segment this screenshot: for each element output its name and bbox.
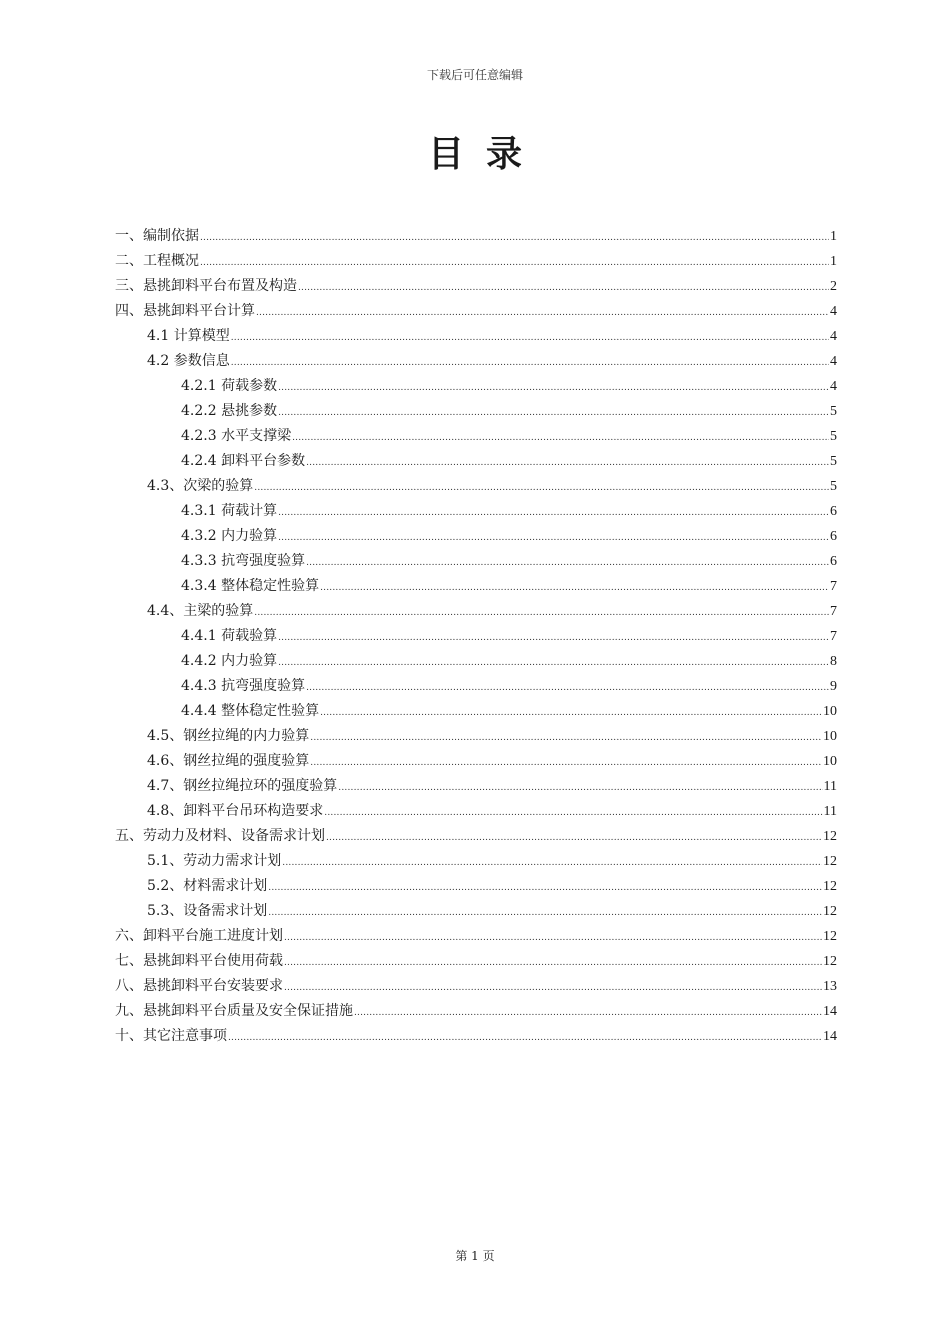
toc-dot-leader [200, 226, 829, 251]
toc-entry-page-number: 6 [830, 554, 837, 569]
toc-entry-title: 九、悬挑卸料平台质量及安全保证措施 [115, 1003, 353, 1019]
toc-entry[interactable] [115, 474, 837, 499]
toc-dot-leader [228, 1026, 822, 1051]
toc-dot-leader [310, 726, 822, 751]
toc-dot-leader [310, 751, 822, 776]
toc-entry[interactable] [115, 499, 837, 524]
toc-entry[interactable] [115, 949, 837, 974]
table-of-contents [115, 224, 837, 1049]
toc-entry-page-number: 5 [830, 454, 837, 469]
toc-entry[interactable] [115, 874, 837, 899]
toc-dot-leader [320, 701, 822, 726]
toc-entry-page-number: 6 [830, 529, 837, 544]
toc-entry-title: 4.2.4 卸料平台参数 [181, 453, 306, 469]
toc-dot-leader [284, 951, 822, 976]
toc-entry[interactable] [115, 599, 837, 624]
toc-entry-title: 二、工程概况 [115, 253, 199, 269]
toc-dot-leader [200, 251, 829, 276]
toc-entry[interactable] [115, 424, 837, 449]
toc-entry-page-number: 2 [830, 279, 837, 294]
toc-dot-leader [278, 526, 829, 551]
toc-entry-title: 4.6、钢丝拉绳的强度验算 [147, 753, 310, 769]
toc-entry-title: 4.4.1 荷载验算 [181, 628, 278, 644]
toc-entry[interactable] [115, 224, 837, 249]
toc-entry[interactable] [115, 924, 837, 949]
toc-entry-title: 4.3.1 荷载计算 [181, 503, 278, 519]
toc-entry[interactable] [115, 899, 837, 924]
toc-entry-title: 4.7、钢丝拉绳拉环的强度验算 [147, 778, 338, 794]
toc-entry-title: 4.2.2 悬挑参数 [181, 403, 278, 419]
toc-entry-page-number: 7 [830, 629, 837, 644]
toc-entry-page-number: 4 [830, 379, 837, 394]
toc-entry-title: 4.8、卸料平台吊环构造要求 [147, 803, 324, 819]
toc-entry-title: 一、编制依据 [115, 228, 199, 244]
toc-entry-title: 4.4.3 抗弯强度验算 [181, 678, 306, 694]
toc-entry[interactable] [115, 249, 837, 274]
toc-entry-page-number: 1 [830, 229, 837, 244]
toc-entry-title: 六、卸料平台施工进度计划 [115, 928, 283, 944]
page-title: 目录 [427, 133, 544, 175]
toc-entry[interactable] [115, 999, 837, 1024]
toc-dot-leader [282, 851, 822, 876]
toc-entry-page-number: 13 [823, 979, 837, 994]
toc-dot-leader [256, 301, 829, 326]
toc-entry-page-number: 14 [823, 1029, 837, 1044]
toc-entry-title: 4.2.3 水平支撑梁 [181, 428, 292, 444]
toc-entry-title: 4.4.2 内力验算 [181, 653, 278, 669]
toc-entry[interactable] [115, 274, 837, 299]
toc-entry[interactable] [115, 749, 837, 774]
toc-entry-page-number: 4 [830, 354, 837, 369]
toc-entry-page-number: 9 [830, 679, 837, 694]
toc-entry-page-number: 10 [823, 729, 837, 744]
toc-dot-leader [268, 876, 822, 901]
toc-entry-title: 5.3、设备需求计划 [147, 903, 268, 919]
toc-entry-page-number: 10 [823, 704, 837, 719]
toc-entry-page-number: 14 [823, 1004, 837, 1019]
toc-dot-leader [231, 326, 829, 351]
page-footer: 第 1 页 [455, 1249, 495, 1263]
toc-entry-page-number: 12 [823, 904, 837, 919]
toc-entry-title: 五、劳动力及材料、设备需求计划 [115, 828, 325, 844]
toc-dot-leader [326, 826, 822, 851]
toc-entry[interactable] [115, 974, 837, 999]
toc-entry-page-number: 4 [830, 329, 837, 344]
toc-dot-leader [284, 976, 822, 1001]
toc-dot-leader [324, 801, 822, 826]
toc-entry-page-number: 12 [823, 879, 837, 894]
toc-dot-leader [278, 376, 829, 401]
toc-entry[interactable] [115, 774, 837, 799]
toc-entry-title: 4.1 计算模型 [147, 328, 230, 344]
toc-entry[interactable] [115, 299, 837, 324]
toc-entry[interactable] [115, 824, 837, 849]
toc-dot-leader [278, 626, 829, 651]
toc-dot-leader [254, 601, 829, 626]
toc-dot-leader [284, 926, 822, 951]
toc-dot-leader [306, 551, 829, 576]
toc-entry-page-number: 11 [823, 804, 837, 819]
toc-entry-page-number: 10 [823, 754, 837, 769]
toc-entry-page-number: 7 [830, 604, 837, 619]
toc-entry-title: 四、悬挑卸料平台计算 [115, 303, 255, 319]
toc-dot-leader [278, 501, 829, 526]
toc-entry-title: 4.3.4 整体稳定性验算 [181, 578, 320, 594]
toc-entry[interactable] [115, 374, 837, 399]
toc-entry-title: 4.4、主梁的验算 [147, 603, 254, 619]
toc-dot-leader [306, 451, 829, 476]
toc-entry-title: 4.2.1 荷载参数 [181, 378, 278, 394]
toc-entry[interactable] [115, 649, 837, 674]
toc-dot-leader [231, 351, 829, 376]
toc-entry-title: 4.2 参数信息 [147, 353, 230, 369]
toc-dot-leader [278, 401, 829, 426]
toc-entry-page-number: 11 [823, 779, 837, 794]
toc-entry[interactable] [115, 699, 837, 724]
toc-dot-leader [254, 476, 829, 501]
toc-entry[interactable] [115, 349, 837, 374]
toc-entry-page-number: 12 [823, 829, 837, 844]
toc-entry-page-number: 12 [823, 854, 837, 869]
toc-entry[interactable] [115, 524, 837, 549]
toc-entry-title: 4.3、次梁的验算 [147, 478, 254, 494]
toc-entry-page-number: 7 [830, 579, 837, 594]
toc-entry-title: 5.1、劳动力需求计划 [147, 853, 282, 869]
toc-dot-leader [298, 276, 829, 301]
page-header: 下载后可任意编辑 [426, 68, 523, 82]
toc-entry-title: 4.3.3 抗弯强度验算 [181, 553, 306, 569]
toc-entry[interactable] [115, 324, 837, 349]
toc-entry-page-number: 12 [823, 929, 837, 944]
toc-dot-leader [292, 426, 829, 451]
toc-entry[interactable] [115, 574, 837, 599]
toc-entry[interactable] [115, 399, 837, 424]
toc-entry[interactable] [115, 674, 837, 699]
toc-entry-page-number: 5 [830, 429, 837, 444]
toc-dot-leader [320, 576, 829, 601]
toc-entry[interactable] [115, 799, 837, 824]
toc-entry-page-number: 12 [823, 954, 837, 969]
toc-dot-leader [278, 651, 829, 676]
toc-dot-leader [354, 1001, 822, 1026]
toc-entry[interactable] [115, 724, 837, 749]
toc-entry-title: 十、其它注意事项 [115, 1028, 227, 1044]
toc-entry-page-number: 8 [830, 654, 837, 669]
toc-entry-title: 5.2、材料需求计划 [147, 878, 268, 894]
toc-entry[interactable] [115, 449, 837, 474]
toc-entry-title: 七、悬挑卸料平台使用荷载 [115, 953, 283, 969]
toc-entry-page-number: 5 [830, 479, 837, 494]
toc-entry-title: 4.3.2 内力验算 [181, 528, 278, 544]
toc-entry-title: 八、悬挑卸料平台安装要求 [115, 978, 283, 994]
toc-dot-leader [338, 776, 822, 801]
toc-entry[interactable] [115, 849, 837, 874]
toc-dot-leader [268, 901, 822, 926]
toc-entry[interactable] [115, 1024, 837, 1049]
toc-entry-title: 三、悬挑卸料平台布置及构造 [115, 278, 297, 294]
toc-entry-title: 4.4.4 整体稳定性验算 [181, 703, 320, 719]
toc-entry-page-number: 1 [830, 254, 837, 269]
toc-entry[interactable] [115, 549, 837, 574]
toc-entry-page-number: 6 [830, 504, 837, 519]
toc-dot-leader [306, 676, 829, 701]
toc-entry-page-number: 5 [830, 404, 837, 419]
toc-entry-page-number: 4 [830, 304, 837, 319]
toc-entry-title: 4.5、钢丝拉绳的内力验算 [147, 728, 310, 744]
toc-entry[interactable] [115, 624, 837, 649]
